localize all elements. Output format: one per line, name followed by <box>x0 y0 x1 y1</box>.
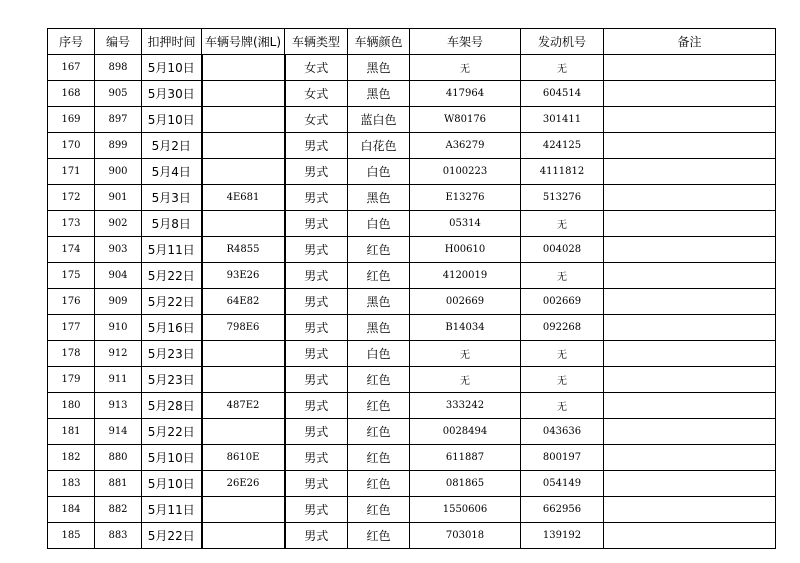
cell-seq: 174 <box>48 237 95 263</box>
cell-id: 910 <box>95 315 142 341</box>
cell-vehicle-color: 红色 <box>348 419 410 445</box>
cell-seize-date: 5月28日 <box>142 393 202 419</box>
cell-remarks <box>604 211 776 237</box>
cell-plate <box>202 367 285 393</box>
cell-remarks <box>604 237 776 263</box>
cell-vehicle-type: 女式 <box>285 107 348 133</box>
cell-seq: 176 <box>48 289 95 315</box>
table-row <box>48 107 776 133</box>
cell-id: 882 <box>95 497 142 523</box>
cell-vehicle-color: 红色 <box>348 393 410 419</box>
cell-seize-date: 5月10日 <box>142 471 202 497</box>
table-row <box>48 471 776 497</box>
cell-seize-date: 5月10日 <box>142 55 202 81</box>
cell-plate <box>202 341 285 367</box>
cell-engine-number: 无 <box>521 263 604 289</box>
table-row <box>48 315 776 341</box>
cell-engine-number: 662956 <box>521 497 604 523</box>
table-row <box>48 289 776 315</box>
cell-engine-number: 4111812 <box>521 159 604 185</box>
cell-vehicle-color: 黑色 <box>348 315 410 341</box>
cell-frame-number: W80176 <box>410 107 521 133</box>
cell-plate: 93E26 <box>202 263 285 289</box>
cell-vehicle-color: 红色 <box>348 471 410 497</box>
cell-remarks <box>604 419 776 445</box>
cell-seq: 167 <box>48 55 95 81</box>
table-row <box>48 393 776 419</box>
header-id: 编号 <box>95 29 142 55</box>
header-seq: 序号 <box>48 29 95 55</box>
cell-seize-date: 5月8日 <box>142 211 202 237</box>
cell-vehicle-color: 黑色 <box>348 185 410 211</box>
cell-seize-date: 5月30日 <box>142 81 202 107</box>
cell-remarks <box>604 315 776 341</box>
cell-vehicle-type: 男式 <box>285 133 348 159</box>
cell-plate: 798E6 <box>202 315 285 341</box>
vehicle-table <box>47 28 776 549</box>
cell-seq: 179 <box>48 367 95 393</box>
header-remarks: 备注 <box>604 29 776 55</box>
cell-seize-date: 5月22日 <box>142 419 202 445</box>
cell-plate: R4855 <box>202 237 285 263</box>
cell-engine-number: 无 <box>521 341 604 367</box>
cell-vehicle-color: 白花色 <box>348 133 410 159</box>
cell-seize-date: 5月22日 <box>142 263 202 289</box>
cell-vehicle-type: 男式 <box>285 367 348 393</box>
cell-remarks <box>604 497 776 523</box>
cell-seq: 180 <box>48 393 95 419</box>
header-vehicle-color: 车辆颜色 <box>348 29 410 55</box>
cell-frame-number: 703018 <box>410 523 521 549</box>
cell-engine-number: 无 <box>521 55 604 81</box>
cell-frame-number: 1550606 <box>410 497 521 523</box>
cell-engine-number: 004028 <box>521 237 604 263</box>
cell-vehicle-color: 白色 <box>348 159 410 185</box>
cell-id: 902 <box>95 211 142 237</box>
cell-plate <box>202 107 285 133</box>
cell-frame-number: E13276 <box>410 185 521 211</box>
cell-vehicle-type: 男式 <box>285 263 348 289</box>
cell-engine-number: 301411 <box>521 107 604 133</box>
cell-plate <box>202 55 285 81</box>
cell-id: 900 <box>95 159 142 185</box>
cell-plate: 4E681 <box>202 185 285 211</box>
cell-frame-number: 417964 <box>410 81 521 107</box>
cell-seq: 183 <box>48 471 95 497</box>
table-row <box>48 185 776 211</box>
cell-id: 912 <box>95 341 142 367</box>
cell-vehicle-type: 女式 <box>285 81 348 107</box>
header-vehicle-type: 车辆类型 <box>285 29 348 55</box>
cell-remarks <box>604 289 776 315</box>
table-row <box>48 55 776 81</box>
cell-id: 883 <box>95 523 142 549</box>
table-body <box>48 55 776 549</box>
cell-engine-number: 092268 <box>521 315 604 341</box>
cell-plate <box>202 133 285 159</box>
cell-vehicle-color: 红色 <box>348 263 410 289</box>
cell-engine-number: 无 <box>521 367 604 393</box>
table-row <box>48 523 776 549</box>
cell-vehicle-type: 男式 <box>285 185 348 211</box>
table-row <box>48 367 776 393</box>
cell-seq: 169 <box>48 107 95 133</box>
cell-engine-number: 139192 <box>521 523 604 549</box>
cell-plate <box>202 211 285 237</box>
cell-plate: 487E2 <box>202 393 285 419</box>
cell-seize-date: 5月11日 <box>142 237 202 263</box>
cell-engine-number: 604514 <box>521 81 604 107</box>
cell-frame-number: 333242 <box>410 393 521 419</box>
cell-plate <box>202 159 285 185</box>
header-seize-date: 扣押时间 <box>142 29 202 55</box>
cell-id: 898 <box>95 55 142 81</box>
cell-remarks <box>604 133 776 159</box>
cell-vehicle-type: 男式 <box>285 159 348 185</box>
cell-remarks <box>604 55 776 81</box>
cell-vehicle-type: 男式 <box>285 523 348 549</box>
cell-frame-number: 无 <box>410 367 521 393</box>
cell-vehicle-type: 女式 <box>285 55 348 81</box>
cell-seq: 182 <box>48 445 95 471</box>
cell-vehicle-color: 黑色 <box>348 289 410 315</box>
cell-frame-number: 无 <box>410 55 521 81</box>
cell-seize-date: 5月2日 <box>142 133 202 159</box>
cell-frame-number: 0028494 <box>410 419 521 445</box>
cell-seq: 181 <box>48 419 95 445</box>
cell-vehicle-color: 白色 <box>348 341 410 367</box>
table-row <box>48 237 776 263</box>
cell-vehicle-color: 黑色 <box>348 55 410 81</box>
cell-engine-number: 424125 <box>521 133 604 159</box>
cell-plate: 8610E <box>202 445 285 471</box>
cell-engine-number: 002669 <box>521 289 604 315</box>
cell-id: 897 <box>95 107 142 133</box>
cell-vehicle-type: 男式 <box>285 315 348 341</box>
cell-id: 903 <box>95 237 142 263</box>
cell-seq: 170 <box>48 133 95 159</box>
cell-remarks <box>604 81 776 107</box>
cell-seq: 173 <box>48 211 95 237</box>
cell-seize-date: 5月23日 <box>142 367 202 393</box>
cell-id: 909 <box>95 289 142 315</box>
cell-plate: 26E26 <box>202 471 285 497</box>
cell-id: 904 <box>95 263 142 289</box>
header-frame-number: 车架号 <box>410 29 521 55</box>
cell-id: 914 <box>95 419 142 445</box>
header-engine-number: 发动机号 <box>521 29 604 55</box>
cell-vehicle-type: 男式 <box>285 445 348 471</box>
cell-seq: 185 <box>48 523 95 549</box>
cell-frame-number: 0100223 <box>410 159 521 185</box>
cell-frame-number: A36279 <box>410 133 521 159</box>
cell-remarks <box>604 159 776 185</box>
table-row <box>48 341 776 367</box>
cell-vehicle-color: 红色 <box>348 497 410 523</box>
cell-seq: 168 <box>48 81 95 107</box>
cell-seize-date: 5月10日 <box>142 107 202 133</box>
cell-id: 880 <box>95 445 142 471</box>
cell-remarks <box>604 341 776 367</box>
cell-remarks <box>604 393 776 419</box>
cell-remarks <box>604 107 776 133</box>
cell-vehicle-type: 男式 <box>285 471 348 497</box>
cell-seize-date: 5月10日 <box>142 445 202 471</box>
cell-frame-number: B14034 <box>410 315 521 341</box>
cell-vehicle-type: 男式 <box>285 419 348 445</box>
cell-seize-date: 5月22日 <box>142 523 202 549</box>
cell-plate <box>202 419 285 445</box>
cell-frame-number: H00610 <box>410 237 521 263</box>
cell-plate <box>202 81 285 107</box>
table-row <box>48 159 776 185</box>
cell-remarks <box>604 185 776 211</box>
cell-seq: 178 <box>48 341 95 367</box>
cell-id: 911 <box>95 367 142 393</box>
cell-seq: 175 <box>48 263 95 289</box>
cell-vehicle-color: 红色 <box>348 237 410 263</box>
cell-remarks <box>604 263 776 289</box>
table-row <box>48 263 776 289</box>
cell-frame-number: 无 <box>410 341 521 367</box>
cell-remarks <box>604 523 776 549</box>
cell-seq: 184 <box>48 497 95 523</box>
cell-engine-number: 054149 <box>521 471 604 497</box>
cell-frame-number: 4120019 <box>410 263 521 289</box>
cell-frame-number: 05314 <box>410 211 521 237</box>
cell-vehicle-color: 红色 <box>348 445 410 471</box>
cell-vehicle-type: 男式 <box>285 289 348 315</box>
cell-vehicle-type: 男式 <box>285 211 348 237</box>
cell-plate <box>202 523 285 549</box>
cell-seize-date: 5月11日 <box>142 497 202 523</box>
cell-vehicle-type: 男式 <box>285 393 348 419</box>
cell-remarks <box>604 471 776 497</box>
vehicle-register-sheet <box>47 28 776 549</box>
table-row <box>48 133 776 159</box>
cell-vehicle-color: 黑色 <box>348 81 410 107</box>
cell-vehicle-color: 红色 <box>348 523 410 549</box>
table-row <box>48 445 776 471</box>
cell-vehicle-type: 男式 <box>285 237 348 263</box>
cell-seize-date: 5月3日 <box>142 185 202 211</box>
cell-id: 899 <box>95 133 142 159</box>
cell-seq: 172 <box>48 185 95 211</box>
cell-engine-number: 无 <box>521 211 604 237</box>
cell-frame-number: 081865 <box>410 471 521 497</box>
cell-seize-date: 5月4日 <box>142 159 202 185</box>
cell-plate <box>202 497 285 523</box>
cell-id: 901 <box>95 185 142 211</box>
cell-engine-number: 513276 <box>521 185 604 211</box>
cell-seq: 171 <box>48 159 95 185</box>
cell-vehicle-color: 红色 <box>348 367 410 393</box>
cell-engine-number: 800197 <box>521 445 604 471</box>
cell-vehicle-color: 蓝白色 <box>348 107 410 133</box>
cell-id: 905 <box>95 81 142 107</box>
cell-frame-number: 611887 <box>410 445 521 471</box>
table-row <box>48 81 776 107</box>
cell-vehicle-color: 白色 <box>348 211 410 237</box>
table-row <box>48 211 776 237</box>
cell-remarks <box>604 445 776 471</box>
cell-vehicle-type: 男式 <box>285 341 348 367</box>
header-row <box>48 29 776 55</box>
header-plate: 车辆号牌(湘L) <box>202 29 285 55</box>
cell-remarks <box>604 367 776 393</box>
cell-seize-date: 5月23日 <box>142 341 202 367</box>
cell-plate: 64E82 <box>202 289 285 315</box>
cell-seq: 177 <box>48 315 95 341</box>
cell-seize-date: 5月16日 <box>142 315 202 341</box>
cell-frame-number: 002669 <box>410 289 521 315</box>
table-row <box>48 419 776 445</box>
cell-engine-number: 043636 <box>521 419 604 445</box>
cell-vehicle-type: 男式 <box>285 497 348 523</box>
cell-id: 913 <box>95 393 142 419</box>
table-row <box>48 497 776 523</box>
cell-seize-date: 5月22日 <box>142 289 202 315</box>
cell-id: 881 <box>95 471 142 497</box>
cell-engine-number: 无 <box>521 393 604 419</box>
